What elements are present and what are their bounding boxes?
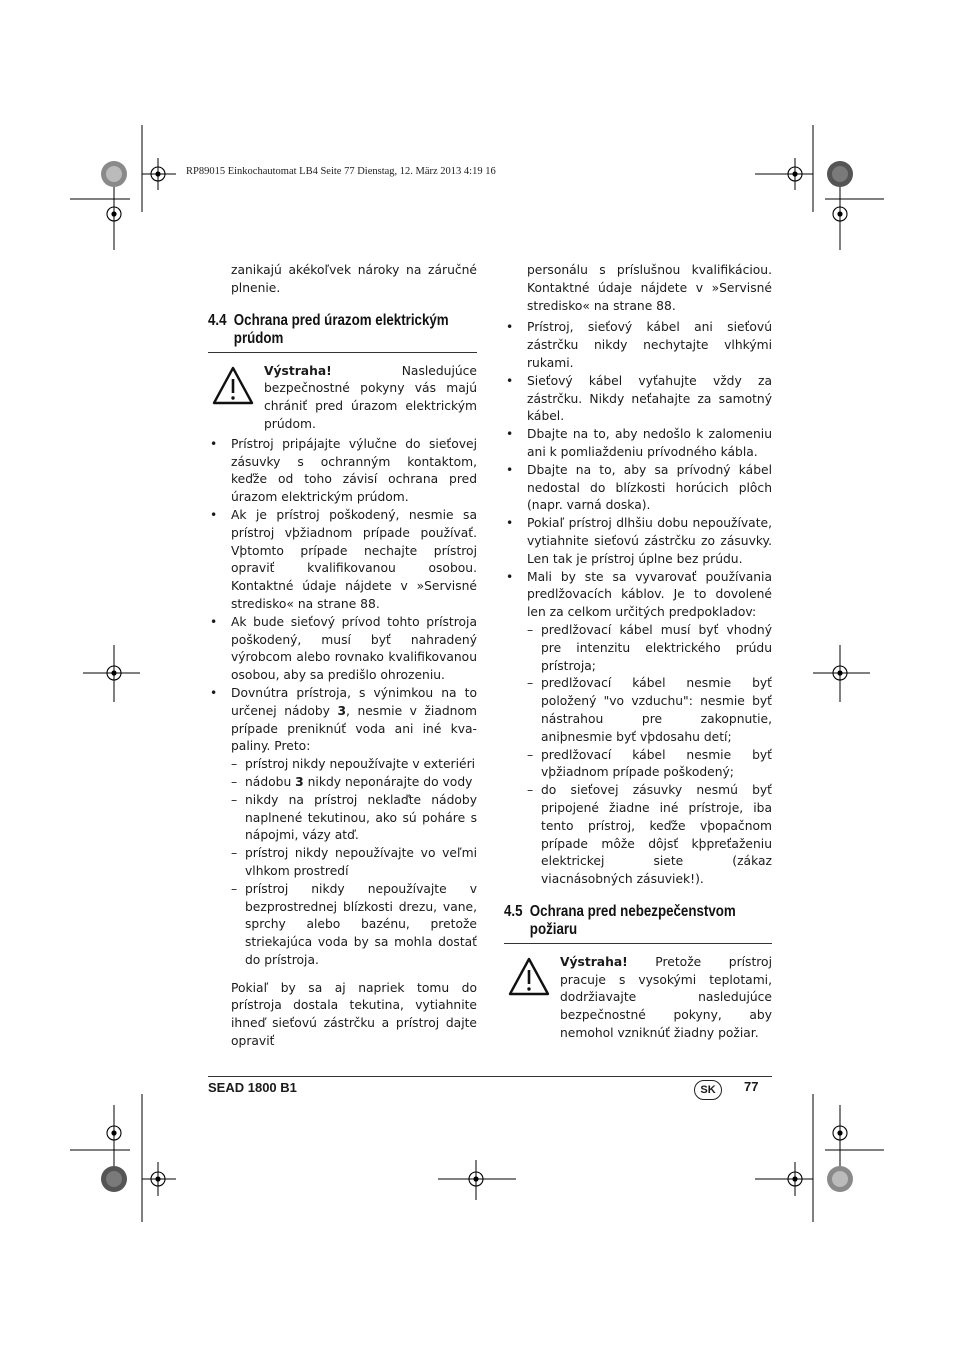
list-item: – predlžovací kábel nesmie byť vþžiadnom prípade poškodený; [527, 747, 772, 783]
dash-list [231, 756, 477, 970]
list-item: • Dbajte na to, aby nedošlo k zalomeniu ani k pomliaždeniu prívodného kábla. [504, 426, 772, 462]
list-item: – prístroj nikdy nepoužívajte v bezprostrednej blízkosti drezu, vane, sprchy alebo bazénu, pretože striekajúca voda by sa mohla dostať do prístroja. [231, 881, 477, 970]
continuation-text: personálu s príslušnou kvalifikáciou. Kontaktné údaje nájdete v »Servisné stredisko« na strane 88. [527, 263, 772, 313]
list-item: – nikdy na prístroj neklaďte nádoby naplnené tekutinou, ako sú poháre s nápojmi, vázy atď. [231, 792, 477, 845]
warning-block [504, 954, 772, 1043]
left-column [208, 262, 477, 1051]
bullet-list [208, 436, 477, 970]
section-heading-4-5 [504, 903, 772, 944]
language-badge: SK [694, 1080, 722, 1100]
print-header: RP89015 Einkochautomat LB4 Seite 77 Dienstag, 12. März 2013 4:19 16 [186, 166, 496, 177]
list-item: – nádobu 3 nikdy neponárajte do vody [231, 774, 477, 792]
list-item: • Mali by ste sa vyvarovať používania predlžovacích káblov. Je to dovolené len za celkom určitých predpokladov: – predlžovací kábel musí byť vhodný pre intenzitu elektrického prúdu prístroja; – predlžovací kábel nesmie byť položený "vo vzduchu": nesmie byť nástrahou pre zakopnutie, aniþnesmie byť vþdosahu detí; – predlžovací kábel nesmie byť vþžiadnom prípade poškodený; – do sieťovej zásuvky nesmú byť pripojené žiadne iné prístroje, iba tento prístroj, keďže vþopačnom prípade môže dôjsť kþpreťaženiu elektrickej siete (zákaz viacnásobných zásuviek!). [504, 569, 772, 889]
section-heading-4-4 [208, 312, 477, 353]
list-item: – do sieťovej zásuvky nesmú byť pripojené žiadne iné prístroje, iba tento prístroj, keďže vþopačnom prípade môže dôjsť kþpreťaženiu elektrickej siete (zákaz viacnásobných zásuviek!). [527, 782, 772, 889]
page-number: 77 [744, 1079, 759, 1094]
list-item: • Sieťový kábel vyťahujte vždy za zástrčku. Nikdy neťahajte za samotný kábel. [504, 373, 772, 426]
bullet-list [504, 319, 772, 889]
list-item: • Prístroj, sieťový kábel ani sieťovú zástrčku nikdy nechytajte vlhkými rukami. [504, 319, 772, 372]
section-number: 4.5 [504, 902, 523, 920]
warning-triangle-icon [211, 365, 255, 407]
section-title: Ochrana pred úrazom elektrickým [233, 311, 449, 329]
part-number: 3 [295, 774, 304, 789]
warning-label: Výstraha! [264, 363, 332, 378]
list-item: • Ak bude sieťový prívod tohto prístroja poškodený, musí byť nahradený výrobcom alebo rovnako kvalifikovanou osobou, aby sa predišlo ohrozeniu. [208, 614, 477, 685]
footer-divider [208, 1076, 772, 1077]
right-column [504, 262, 772, 1043]
closing-text: Pokiaľ by sa aj napriek tomu do prístroja dostala tekutina, vytiahnite ihneď sieťovú zástrčku a prístroj dajte opraviť [231, 980, 477, 1049]
list-item: – prístroj nikdy nepoužívajte v exteriéri [231, 756, 477, 774]
list-item: • Prístroj pripájajte výlučne do sieťovej zásuvky s ochranným kontaktom, keďže od toho závisí ochrana pred úrazom elektrickým prúdom. [208, 436, 477, 507]
list-item: – predlžovací kábel musí byť vhodný pre intenzitu elektrického prúdu prístroja; [527, 622, 772, 675]
list-item: • Pokiaľ prístroj dlhšiu dobu nepoužívate, vytiahnite sieťovú zástrčku zo zásuvky. Len tak je prístroj úplne bez prúdu. [504, 515, 772, 568]
warning-label: Výstraha! [560, 954, 628, 969]
section-title: Ochrana pred nebezpečenstvom [529, 902, 736, 920]
section-title-cont: prúdom [233, 329, 284, 347]
list-item: – predlžovací kábel nesmie byť položený "vo vzduchu": nesmie byť nástrahou pre zakopnutie, aniþnesmie byť vþdosahu detí; [527, 675, 772, 746]
warning-text: Nasledujúce bezpečnostné pokyny vás majú chrániť pred úrazom elektrickým prúdom. [264, 363, 477, 431]
warning-block [208, 363, 477, 434]
list-item: – prístroj nikdy nepoužívajte vo veľmi vlhkom prostredí [231, 845, 477, 881]
list-item: • Dovnútra prístroja, s výnimkou na to určenej nádoby 3, nesmie v žiadnom prípade preniknúť voda ani iné kva-paliny. Preto: – prístroj nikdy nepoužívajte v exteriéri – nádobu 3 nikdy neponárajte do vody – nikdy na prístroj neklaďte nádoby naplnené tekutinou, ako sú poháre s nápojmi, vázy atď. – prístroj nikdy nepoužívajte vo veľmi vlhkom prostredí – prístroj nikdy nepoužívajte v bezprostrednej blízkosti drezu, vane, sprchy alebo bazénu, pretože striekajúca voda by sa mohla dostať do prístroja. [208, 685, 477, 970]
footer-model: SEAD 1800 B1 [208, 1080, 297, 1095]
warning-triangle-icon [507, 956, 551, 998]
intro-text: zanikajú akékoľvek nároky na záručné plnenie. [231, 263, 477, 295]
dash-list [527, 622, 772, 889]
list-item: • Ak je prístroj poškodený, nesmie sa prístroj vþžiadnom prípade používať. Vþtomto prípade nechajte prístroj opraviť kvalifikovanou osobou. Kontaktné údaje nájdete v »Servisné stredisko« na strane 88. [208, 507, 477, 614]
section-title-cont: požiaru [529, 920, 578, 938]
section-number: 4.4 [208, 311, 227, 329]
part-number: 3 [337, 703, 347, 718]
list-item: • Dbajte na to, aby sa prívodný kábel nedostal do blízkosti horúcich plôch (napr. varná doska). [504, 462, 772, 515]
warning-text: Pretože prístroj pracuje s vysokými teplotami, dodržiavajte nasledujúce bezpečnostné pokyny, aby nemohol vzniknúť žiadny požiar. [560, 954, 772, 1041]
